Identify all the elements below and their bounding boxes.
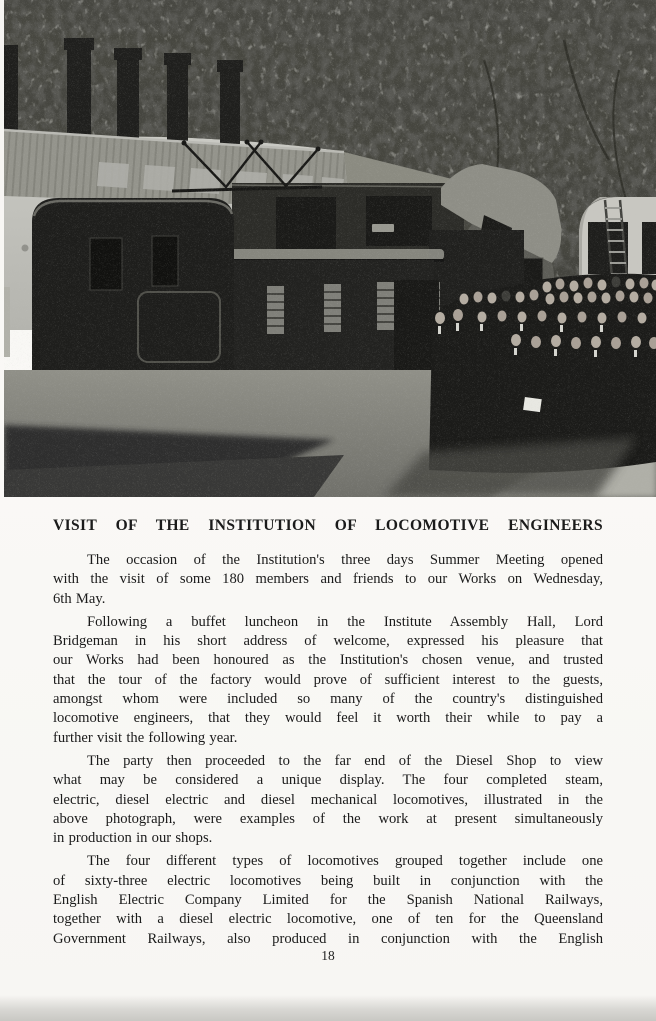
paragraph [53,551,603,609]
article-title: VISIT OF THE INSTITUTION OF LOCOMOTIVE ENGINEERS [53,517,603,534]
text-line: Following a buffet luncheon in the Institute Assembly Hall, Lord [87,613,603,630]
text-line: amongst whom were included so many of the country's distinguished [53,691,603,708]
text-line: above photograph, were examples of the work at present simultaneously [53,810,603,827]
text-line: locomotive engineers, that they would feel it worth their while to pay a [53,710,603,727]
works-photograph [4,0,656,497]
paragraph [53,613,603,748]
text-line: 6th May. [53,590,106,607]
text-line: Bridgeman in his short address of welcome, expressed his pleasure that [53,633,603,650]
article [53,516,603,949]
article-body [53,551,603,949]
text-line: that the tour of the factory would prove of sufficient interest to the guests, [53,671,603,688]
page-number: 18 [321,948,335,963]
photograph-illustration [4,0,656,497]
text-line: of sixty-three electric locomotives being built in conjunction with the [53,872,603,889]
text-line: The party then proceeded to the far end of the Diesel Shop to view [87,752,603,769]
text-line: our Works had been honoured as the Institution's chosen venue, and trusted [53,652,603,669]
text-line: Government Railways, also produced in conjunction with the English [53,930,603,947]
paragraph [53,752,603,848]
text-line: what may be considered a unique display. The four completed steam, [53,772,603,789]
text-line: The occasion of the Institution's three days Summer Meeting opened [87,552,603,568]
text-line: further visit the following year. [53,729,238,746]
text-line: The four different types of locomotives grouped together include one [87,853,603,870]
scan-edge-shadow [0,995,656,1021]
text-line: English Electric Company Limited for the Spanish National Railways, [53,892,603,909]
text-line: electric, diesel electric and diesel mechanical locomotives, illustrated in the [53,791,603,808]
text-line: in production in our shops. [53,830,213,847]
text-line: together with a diesel electric locomotive, one of ten for the Queensland [53,911,603,928]
text-line: with the visit of some 180 members and friends to our Works on Wednesday, [53,571,603,588]
paragraph [53,852,603,948]
